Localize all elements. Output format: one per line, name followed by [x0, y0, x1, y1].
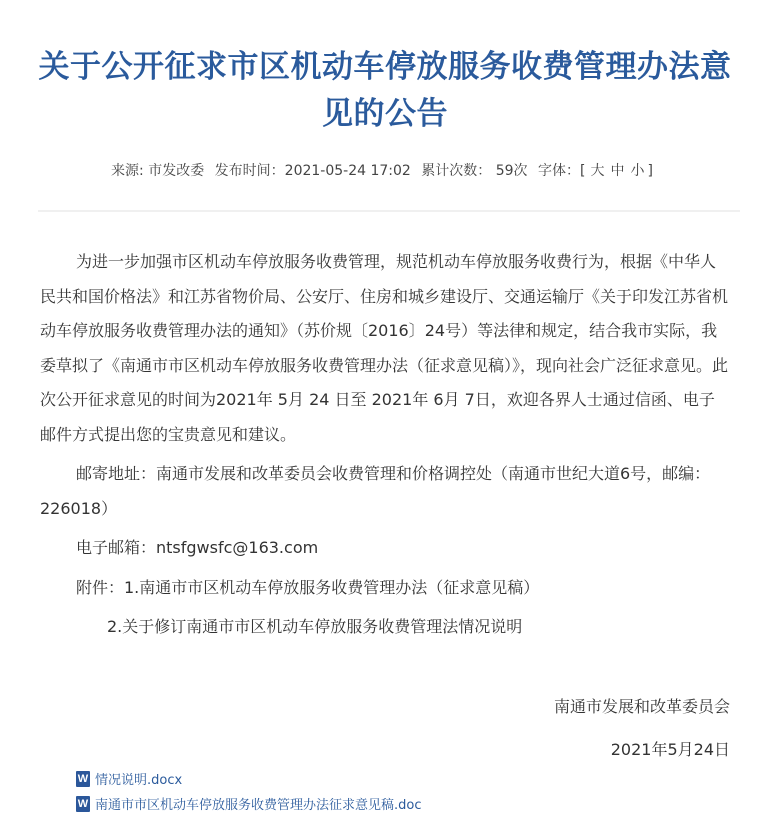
meta-font-close: ] [647, 163, 653, 179]
attachment-line-1: 附件：1.南通市市区机动车停放服务收费管理办法（征求意见稿） [76, 577, 540, 597]
article-body [40, 245, 730, 645]
meta-view-count: 累计次数： 59次 [421, 163, 528, 179]
word-doc-icon: W [77, 772, 89, 785]
signature-date: 2021年5月24日 [610, 740, 730, 759]
mail-address: 邮寄地址：南通市发展和改革委员会收费管理和价格调控处（南通市世纪大道6号，邮编：226018） [40, 464, 711, 518]
signature: 南通市发展和改革委员会 [553, 697, 730, 716]
article-meta [0, 160, 770, 180]
article-title-line1: 关于公开征求市区机动车停放服务收费管理办法意 [38, 49, 732, 85]
article-title [20, 44, 750, 138]
word-doc-icon: W [77, 797, 89, 810]
font-size-large-button[interactable]: 大 [590, 163, 605, 179]
attachment-file-2[interactable] [76, 794, 422, 813]
meta-publish-time: 发布时间：2021-05-24 17:02 [214, 163, 411, 179]
attachment-file-2-link[interactable]: 南通市市区机动车停放服务收费管理办法征求意见稿.doc [95, 798, 422, 813]
attachment-line-2: 2.关于修订南通市市区机动车停放服务收费管理法情况说明 [107, 617, 523, 636]
attachment-file-1-link[interactable]: 情况说明.docx [95, 773, 183, 788]
attachment-file-1[interactable] [76, 769, 182, 788]
meta-source: 来源: 市发改委 [111, 163, 205, 179]
font-size-medium-button[interactable]: 中 [610, 163, 625, 179]
email-address: 电子邮箱：ntsfgwsfc@163.com [76, 538, 319, 557]
font-size-small-button[interactable]: 小 [630, 163, 645, 179]
article-title-line2: 见的公告 [322, 96, 448, 132]
header-divider [38, 210, 740, 212]
meta-font-label: 字体：[ [538, 163, 586, 179]
body-paragraph: 为进一步加强市区机动车停放服务收费管理，规范机动车停放服务收费行为，根据《中华人民共和国价格法》和江苏省物价局、公安厅、住房和城乡建设厅、交通运输厅《关于印发江苏省机动车停放服务收费管理办法的通知》（苏价规〔2016〕24号）等法律和规定，结合我市实际，我委草拟了《南通市市区机动车停放服务收费管理办法（征求意见稿）》，现向社会广泛征求意见。此次公开征求意见的时间为2021年 5月 24 日至 2021年 6月 7日，欢迎各界人士通过信函、电子邮件方式提出您的宝贵意见和建议。 [40, 252, 729, 444]
